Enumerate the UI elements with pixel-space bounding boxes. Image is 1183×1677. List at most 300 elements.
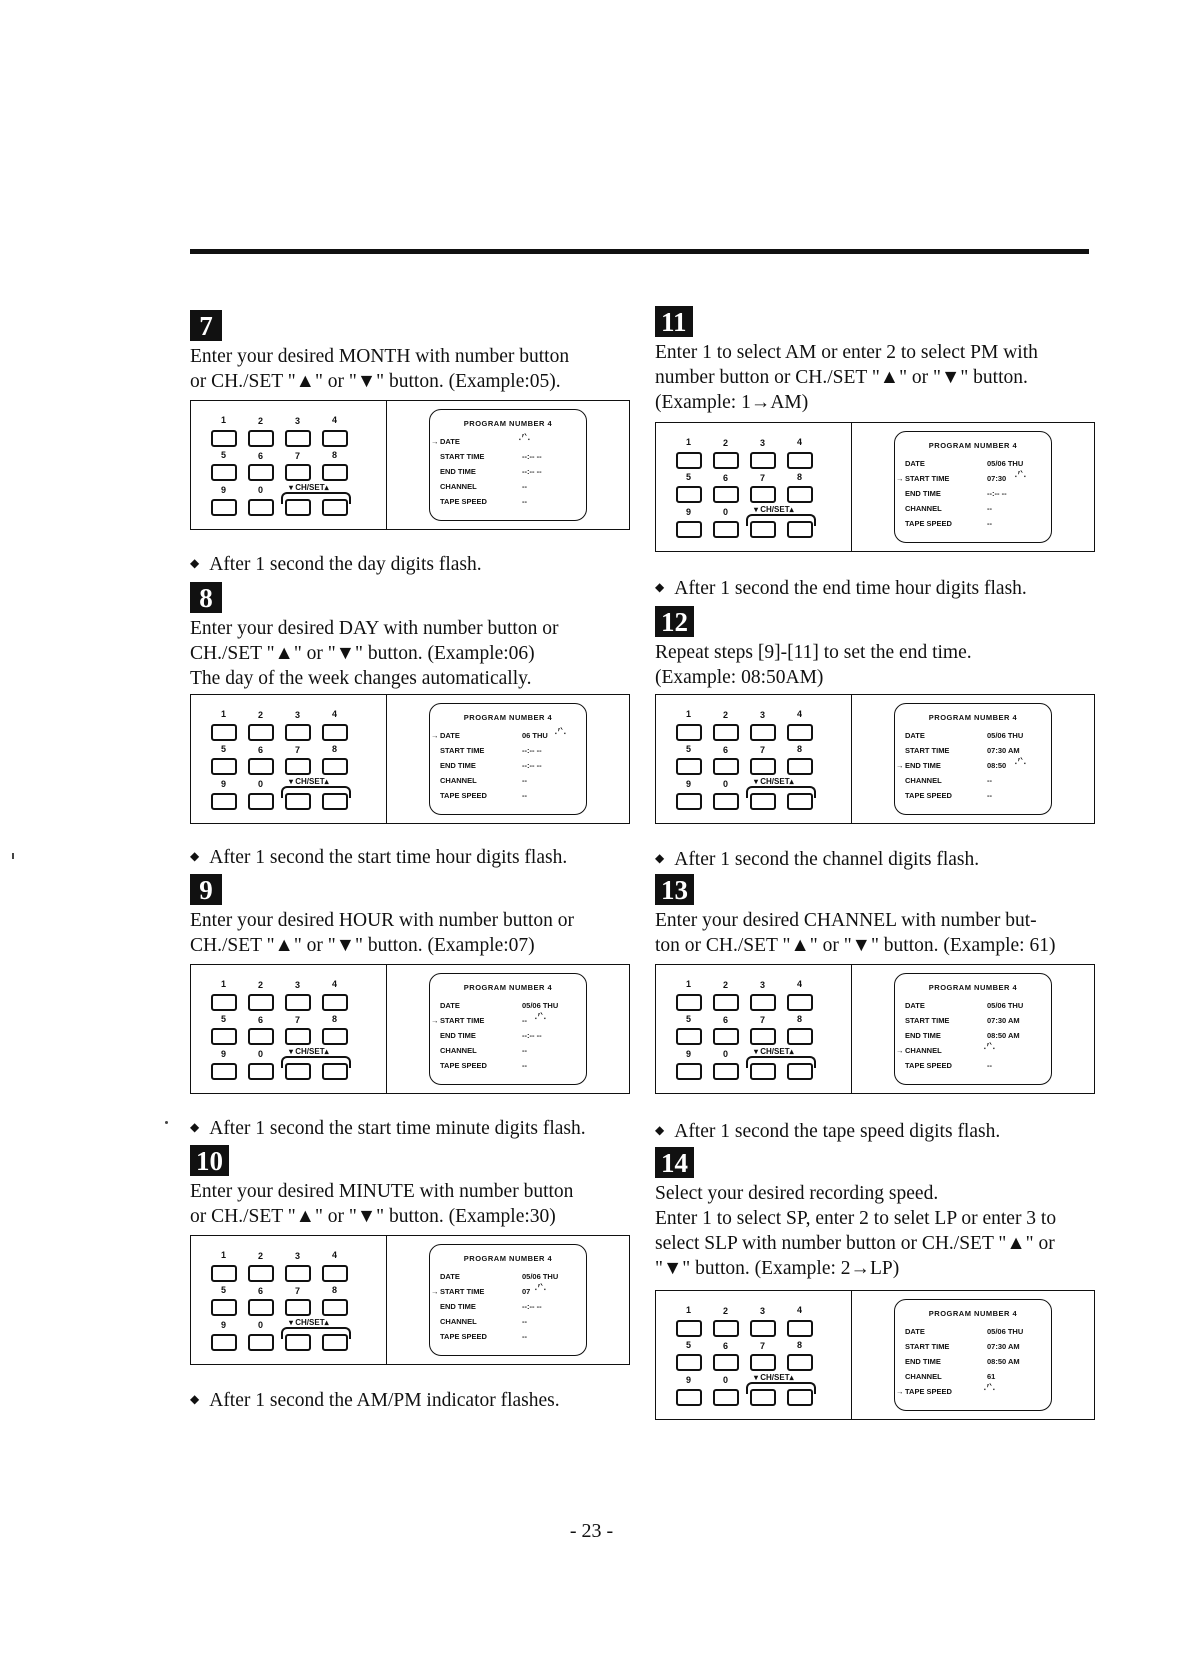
display-row-date [905,731,1045,745]
step-13 [655,874,1095,958]
display-row-channel [896,1040,1045,1060]
program-number-header: PROGRAM NUMBER 4 [928,983,1018,992]
number-key-6[interactable] [713,758,739,775]
after-note [190,1115,586,1141]
diagram-divider [851,695,852,823]
display-value-start: --:-- -- [522,746,542,755]
display-value-speed: -- [522,497,527,506]
key-number-label: 2 [723,438,729,448]
program-number-header: PROGRAM NUMBER 4 [463,1254,553,1263]
cursor-arrow-icon: → [896,761,904,770]
display-value-date: 06 THU [522,731,548,740]
display-label-speed: TAPE SPEED [905,1387,952,1396]
number-keypad [211,1248,376,1358]
display-label-end: END TIME [440,1302,476,1311]
step-number-badge: 14 [655,1147,694,1178]
step-9 [190,874,630,958]
ch-set-down-button[interactable] [285,1334,311,1351]
number-key-9[interactable] [676,793,702,810]
instruction-line: Select your desired recording speed. [655,1183,939,1204]
key-number-label: 2 [258,710,264,720]
number-key-3[interactable] [285,724,311,741]
display-value-start: 07:30 AM [987,1342,1020,1351]
bullet-diamond-icon: ◆ [655,1123,665,1137]
number-key-8[interactable] [787,1028,813,1045]
number-keypad [676,707,841,817]
display-label-channel: CHANNEL [905,504,942,513]
number-key-7[interactable] [750,1028,776,1045]
key-number-label: 1 [221,1250,227,1260]
number-key-0[interactable] [713,793,739,810]
key-number-label: 4 [332,1250,338,1260]
number-key-0[interactable] [713,521,739,538]
number-key-6[interactable] [248,464,274,481]
number-key-9[interactable] [211,1334,237,1351]
ch-set-down-button[interactable] [285,499,311,516]
key-number-label: 5 [686,1340,692,1350]
display-value-channel: -- [522,776,527,785]
key-number-label: 5 [221,1285,227,1295]
key-number-label: 2 [723,1306,729,1316]
number-key-2[interactable] [248,994,274,1011]
ch-set-up-button[interactable] [787,1063,813,1080]
number-key-1[interactable] [211,724,237,741]
display-label-end: END TIME [440,1031,476,1040]
key-number-label: 8 [332,744,338,754]
number-key-7[interactable] [750,486,776,503]
instruction-line: Enter your desired HOUR with number button or [190,910,574,931]
number-key-5[interactable] [211,1299,237,1316]
cursor-arrow-icon: → [896,1046,904,1055]
key-number-label: 3 [295,416,301,426]
display-value-start: 07:30 [987,474,1007,483]
ch-set-down-button[interactable] [750,1063,776,1080]
display-label-date: DATE [440,1001,460,1010]
number-key-8[interactable] [787,758,813,775]
display-label-start: START TIME [905,746,950,755]
remote-and-display-diagram [190,964,630,1094]
diagram-divider [851,423,852,551]
number-key-5[interactable] [676,486,702,503]
key-number-label: 2 [723,980,729,990]
key-number-label: 1 [686,709,692,719]
display-row-end [440,467,580,481]
number-key-3[interactable] [285,994,311,1011]
program-number-header: PROGRAM NUMBER 4 [928,713,1018,722]
ch-set-up-button[interactable] [322,1063,348,1080]
display-row-start [431,1281,580,1301]
instruction-line: or CH./SET "▲" or "▼" button. (Example:05). [190,371,561,392]
display-label-start: START TIME [440,1016,485,1025]
key-number-label: 0 [258,1049,264,1059]
display-label-date: DATE [905,1001,925,1010]
display-row-end [440,1302,580,1316]
key-number-label: 1 [686,437,692,447]
display-value-end: --:-- -- [522,467,542,476]
key-number-label: 0 [258,485,264,495]
step-number-badge: 9 [190,874,222,905]
bullet-diamond-icon: ◆ [190,1392,200,1406]
cursor-arrow-icon: → [431,731,439,740]
key-number-label: 8 [797,472,803,482]
key-number-label: 9 [221,1049,227,1059]
number-keypad [676,977,841,1087]
key-number-label: 0 [723,507,729,517]
key-number-label: 9 [686,507,692,517]
remote-and-display-diagram [655,964,1095,1094]
display-value-speed: -- [987,519,992,528]
after-note-text: After 1 second the start time minute digits flash. [209,1118,586,1139]
remote-and-display-diagram [190,694,630,824]
ch-set-down-button[interactable] [285,1063,311,1080]
key-number-label: 4 [332,979,338,989]
display-value-start: 07:30 AM [987,1016,1020,1025]
step-10 [190,1145,630,1229]
display-value-channel: -- [522,1317,527,1326]
program-display [894,703,1052,815]
step-14 [655,1147,1095,1281]
ch-set-up-button[interactable] [322,499,348,516]
chset-label: ▾ CH/SET▴ [289,777,329,786]
number-key-5[interactable] [211,758,237,775]
step-number-badge: 13 [655,874,694,905]
flashing-digits-icon: ∙′‵∙ [983,1040,996,1055]
number-key-1[interactable] [211,430,237,447]
cursor-arrow-icon: → [431,437,439,446]
number-key-5[interactable] [676,1354,702,1371]
display-row-speed [905,519,1045,533]
key-number-label: 6 [258,1286,264,1296]
step-instructions [190,1179,630,1229]
number-key-7[interactable] [750,758,776,775]
number-key-2[interactable] [713,1320,739,1337]
ch-set-up-button[interactable] [787,1389,813,1406]
instruction-line: select SLP with number button or CH./SET "▲" or [655,1233,1055,1254]
after-note [655,1118,1000,1144]
display-value-end: --:-- -- [987,489,1007,498]
step-8 [190,582,630,691]
number-key-3[interactable] [750,724,776,741]
display-label-channel: CHANNEL [905,1372,942,1381]
key-number-label: 1 [221,979,227,989]
display-value-end: --:-- -- [522,761,542,770]
display-label-end: END TIME [905,489,941,498]
diagram-divider [851,965,852,1093]
step-instructions [190,908,630,958]
key-number-label: 7 [295,1286,301,1296]
number-key-3[interactable] [285,430,311,447]
key-number-label: 6 [258,1015,264,1025]
display-row-date [431,725,580,745]
chset-label: ▾ CH/SET▴ [754,1047,794,1056]
number-key-2[interactable] [248,1265,274,1282]
display-label-channel: CHANNEL [440,1317,477,1326]
number-key-5[interactable] [211,1028,237,1045]
flashing-digits-icon: ∙′‵∙ [534,1010,547,1025]
instruction-line: Enter your desired CHANNEL with number but- [655,910,1037,931]
number-key-7[interactable] [285,1028,311,1045]
display-value-end: 08:50 AM [987,1357,1020,1366]
step-instructions [190,616,630,691]
display-row-start [431,1010,580,1030]
display-label-start: START TIME [440,1287,485,1296]
key-number-label: 8 [332,1014,338,1024]
number-key-5[interactable] [676,1028,702,1045]
number-key-6[interactable] [713,486,739,503]
display-value-speed: -- [522,1332,527,1341]
chset-label: ▾ CH/SET▴ [754,777,794,786]
number-key-4[interactable] [787,724,813,741]
chset-label: ▾ CH/SET▴ [289,1047,329,1056]
display-row-end [905,1031,1045,1045]
display-label-speed: TAPE SPEED [440,791,487,800]
program-display [894,1299,1052,1411]
number-key-9[interactable] [676,521,702,538]
bullet-diamond-icon: ◆ [655,580,665,594]
number-key-8[interactable] [322,464,348,481]
bullet-diamond-icon: ◆ [190,1120,200,1134]
after-note [190,551,482,577]
display-row-start [905,1016,1045,1030]
number-key-9[interactable] [211,1063,237,1080]
display-label-speed: TAPE SPEED [440,1061,487,1070]
display-row-speed [896,1381,1045,1401]
step-instructions [655,1181,1095,1281]
display-value-start: --:-- -- [522,452,542,461]
number-key-6[interactable] [713,1354,739,1371]
number-key-2[interactable] [248,724,274,741]
number-key-1[interactable] [676,994,702,1011]
number-key-2[interactable] [713,452,739,469]
key-number-label: 9 [221,779,227,789]
number-key-9[interactable] [676,1063,702,1080]
remote-and-display-diagram [190,400,630,530]
cursor-arrow-icon: → [896,474,904,483]
number-key-0[interactable] [248,1063,274,1080]
instruction-line: CH./SET "▲" or "▼" button. (Example:07) [190,935,535,956]
ch-set-up-button[interactable] [322,1334,348,1351]
key-number-label: 5 [221,744,227,754]
diagram-divider [386,695,387,823]
number-key-0[interactable] [248,499,274,516]
number-key-1[interactable] [211,1265,237,1282]
after-note-text: After 1 second the channel digits flash. [674,849,980,870]
display-value-end: --:-- -- [522,1302,542,1311]
instruction-line: ton or CH./SET "▲" or "▼" button. (Example: 61) [655,935,1056,956]
chset-label: ▾ CH/SET▴ [289,1318,329,1327]
remote-and-display-diagram [655,422,1095,552]
display-value-channel: -- [987,504,992,513]
display-value-date: 05/06 THU [522,1001,559,1010]
number-key-9[interactable] [211,499,237,516]
key-number-label: 4 [797,1305,803,1315]
display-value-channel: -- [987,776,992,785]
key-number-label: 6 [723,1015,729,1025]
number-key-2[interactable] [713,994,739,1011]
number-key-6[interactable] [248,758,274,775]
number-key-5[interactable] [211,464,237,481]
number-key-0[interactable] [713,1389,739,1406]
number-key-9[interactable] [676,1389,702,1406]
display-value-speed: -- [522,791,527,800]
number-key-0[interactable] [713,1063,739,1080]
number-key-8[interactable] [787,1354,813,1371]
key-number-label: 4 [332,709,338,719]
display-value-end: 08:50 [987,761,1007,770]
display-value-start: 07:30 AM [987,746,1020,755]
program-display [429,703,587,815]
remote-and-display-diagram [655,694,1095,824]
number-key-1[interactable] [211,994,237,1011]
number-key-7[interactable] [285,758,311,775]
key-number-label: 4 [797,709,803,719]
number-key-8[interactable] [322,1028,348,1045]
remote-and-display-diagram [655,1290,1095,1420]
display-row-date [431,431,580,451]
display-label-date: DATE [905,1327,925,1336]
display-row-speed [440,1332,580,1346]
flashing-digits-icon: ∙′‵∙ [534,1281,547,1296]
cursor-arrow-icon: → [896,1387,904,1396]
display-row-date [905,1327,1045,1341]
number-key-8[interactable] [322,758,348,775]
ch-set-down-button[interactable] [750,793,776,810]
remote-and-display-diagram [190,1235,630,1365]
ch-set-down-button[interactable] [750,521,776,538]
number-key-4[interactable] [322,1265,348,1282]
number-key-6[interactable] [713,1028,739,1045]
display-label-speed: TAPE SPEED [440,1332,487,1341]
display-row-channel [440,1046,580,1060]
number-key-5[interactable] [676,758,702,775]
display-label-end: END TIME [905,1357,941,1366]
display-label-channel: CHANNEL [905,776,942,785]
key-number-label: 4 [797,437,803,447]
number-key-4[interactable] [787,452,813,469]
display-row-channel [440,776,580,790]
ch-set-down-button[interactable] [750,1389,776,1406]
instruction-line: CH./SET "▲" or "▼" button. (Example:06) [190,643,535,664]
key-number-label: 2 [723,710,729,720]
instruction-line: Enter your desired DAY with number button or [190,618,559,639]
number-key-9[interactable] [211,793,237,810]
cursor-arrow-icon: → [431,1287,439,1296]
scan-speck [12,853,14,859]
program-number-header: PROGRAM NUMBER 4 [928,1309,1018,1318]
key-number-label: 9 [686,1375,692,1385]
key-number-label: 0 [258,1320,264,1330]
key-number-label: 5 [221,1014,227,1024]
display-value-date: 05/06 THU [987,1327,1024,1336]
ch-set-up-button[interactable] [322,793,348,810]
instruction-line: or CH./SET "▲" or "▼" button. (Example:30) [190,1206,556,1227]
program-number-header: PROGRAM NUMBER 4 [463,983,553,992]
display-value-date: 05/06 THU [987,459,1024,468]
diagram-divider [386,965,387,1093]
display-label-end: END TIME [440,761,476,770]
display-label-start: START TIME [440,452,485,461]
program-number-header: PROGRAM NUMBER 4 [463,419,553,428]
step-number-badge: 10 [190,1145,229,1176]
number-key-8[interactable] [787,486,813,503]
instruction-line: The day of the week changes automatically. [190,668,532,689]
display-value-start: -- [522,1016,527,1025]
key-number-label: 4 [797,979,803,989]
key-number-label: 3 [760,438,766,448]
key-number-label: 5 [686,472,692,482]
number-key-4[interactable] [787,1320,813,1337]
instruction-line: number button or CH./SET "▲" or "▼" button. [655,367,1028,388]
program-display [894,431,1052,543]
ch-set-down-button[interactable] [285,793,311,810]
number-key-4[interactable] [322,430,348,447]
scan-speck [165,1121,168,1124]
display-value-speed: -- [987,791,992,800]
number-key-4[interactable] [322,994,348,1011]
key-number-label: 6 [723,745,729,755]
step-instructions [655,640,1095,690]
key-number-label: 8 [797,744,803,754]
number-key-1[interactable] [676,1320,702,1337]
display-label-channel: CHANNEL [905,1046,942,1055]
number-key-0[interactable] [248,1334,274,1351]
display-row-channel [905,504,1045,518]
number-key-4[interactable] [322,724,348,741]
number-key-6[interactable] [248,1028,274,1045]
ch-set-up-button[interactable] [787,521,813,538]
number-key-3[interactable] [750,452,776,469]
number-key-2[interactable] [713,724,739,741]
key-number-label: 5 [221,450,227,460]
after-note [190,844,567,870]
display-row-start [905,1342,1045,1356]
display-row-start [896,468,1045,488]
number-key-3[interactable] [285,1265,311,1282]
display-row-speed [905,791,1045,805]
key-number-label: 1 [221,415,227,425]
display-value-start: 07 [522,1287,531,1296]
number-key-7[interactable] [285,464,311,481]
number-keypad [676,435,841,545]
key-number-label: 3 [760,980,766,990]
number-key-8[interactable] [322,1299,348,1316]
number-key-7[interactable] [285,1299,311,1316]
number-key-1[interactable] [676,452,702,469]
number-key-3[interactable] [750,1320,776,1337]
number-key-2[interactable] [248,430,274,447]
key-number-label: 0 [723,1049,729,1059]
step-11 [655,306,1095,415]
key-number-label: 7 [760,1015,766,1025]
step-number-badge: 11 [655,306,693,337]
display-label-channel: CHANNEL [440,776,477,785]
key-number-label: 9 [686,779,692,789]
number-key-4[interactable] [787,994,813,1011]
number-key-6[interactable] [248,1299,274,1316]
number-key-3[interactable] [750,994,776,1011]
ch-set-up-button[interactable] [787,793,813,810]
after-note-text: After 1 second the day digits flash. [209,554,482,575]
number-key-1[interactable] [676,724,702,741]
number-key-0[interactable] [248,793,274,810]
instruction-line: Enter 1 to select AM or enter 2 to select PM with [655,342,1038,363]
display-row-end [440,1031,580,1045]
number-key-7[interactable] [750,1354,776,1371]
top-rule [190,249,1089,254]
key-number-label: 7 [295,745,301,755]
display-row-speed [440,1061,580,1075]
instruction-line: (Example: 1→AM) [655,392,809,413]
